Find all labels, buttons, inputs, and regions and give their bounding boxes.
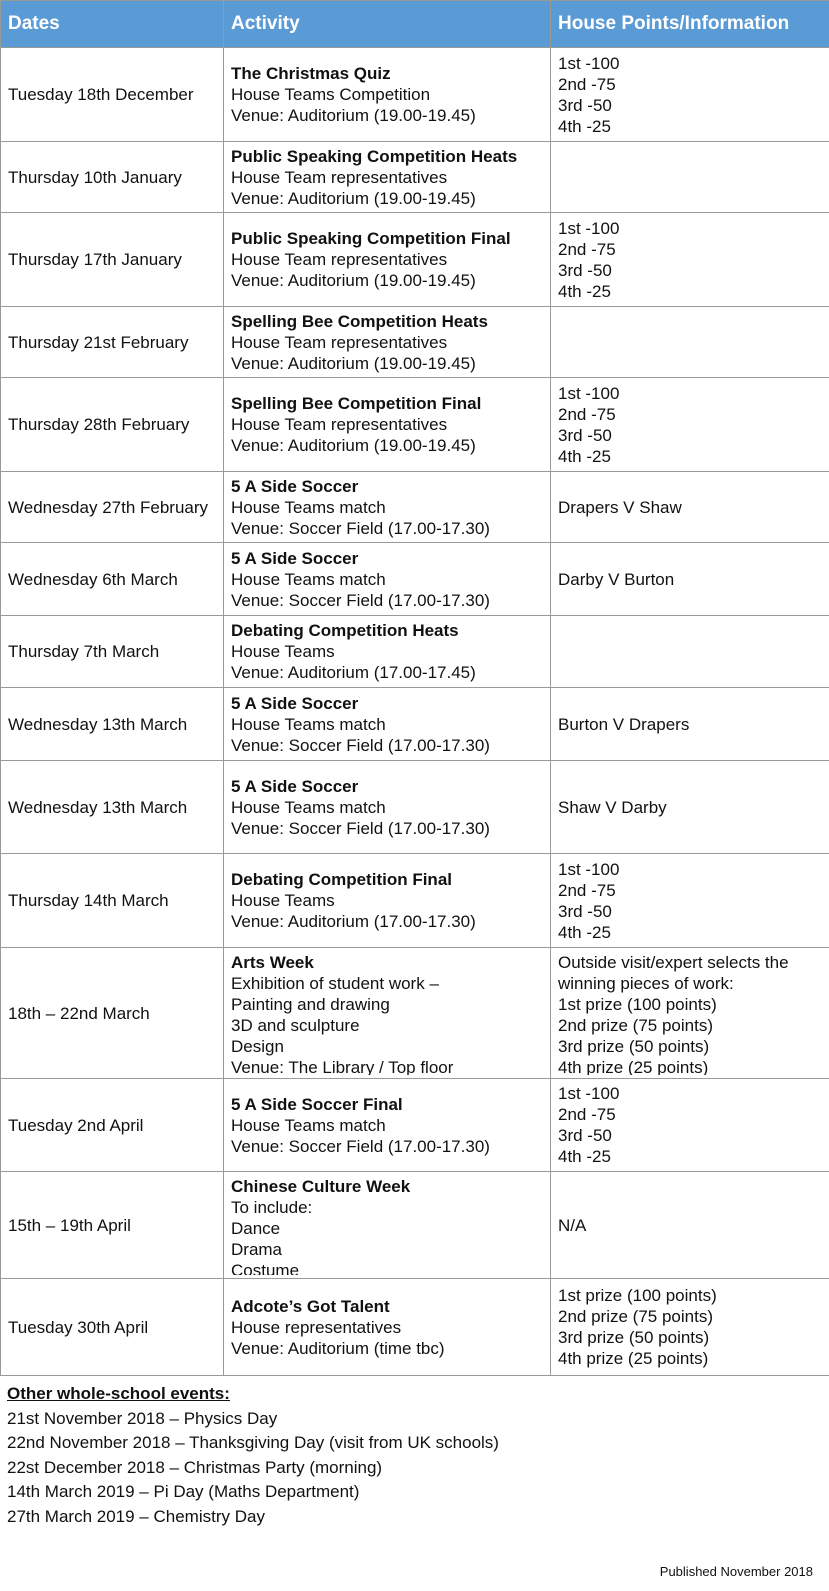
points-cell <box>551 543 829 616</box>
points-line: 1st -100 <box>558 383 620 403</box>
points-cell <box>551 1279 829 1376</box>
date-cell: Tuesday 18th December <box>1 48 224 142</box>
points-line: 3rd prize (50 points) <box>558 1328 710 1347</box>
points-line: Shaw V Darby <box>558 797 667 817</box>
activity-cell <box>224 48 551 142</box>
points-line: 2nd -75 <box>558 74 616 94</box>
activity-line: Venue: Auditorium (19.00-19.45) <box>231 106 476 125</box>
activity-line: Venue: The Library / Top floor <box>231 1057 454 1075</box>
activity-title: Public Speaking Competition Final <box>231 229 511 248</box>
activity-line: House Team representatives <box>231 332 448 352</box>
date-cell: Thursday 28th February <box>1 378 224 472</box>
points-line: 4th prize (25 points) <box>558 1057 709 1075</box>
table-row <box>1 472 829 543</box>
activity-line: Venue: Auditorium (time tbc) <box>231 1338 445 1358</box>
activity-title: 5 A Side Soccer <box>231 693 359 713</box>
activity-line: Venue: Auditorium (19.00-19.45) <box>231 188 476 208</box>
points-cell <box>551 854 829 948</box>
activity-cell <box>224 213 551 307</box>
table-row <box>1 854 829 948</box>
other-events <box>0 1376 829 1529</box>
activity-line: House Teams match <box>231 497 386 517</box>
activity-line: Dance <box>231 1218 281 1238</box>
header-activity: Activity <box>224 1 551 48</box>
table-row <box>1 1079 829 1172</box>
points-cell <box>551 472 829 543</box>
points-line: 2nd prize (75 points) <box>558 1307 713 1326</box>
activity-cell <box>224 616 551 688</box>
published-note: Published November 2018 <box>659 1564 813 1579</box>
points-line: 1st -100 <box>558 53 620 73</box>
activity-title: 5 A Side Soccer <box>231 476 359 496</box>
activity-line: House Teams match <box>231 797 386 817</box>
activity-line: House Teams Competition <box>231 85 431 104</box>
points-line: 1st -100 <box>558 859 620 879</box>
activity-title: Adcote’s Got Talent <box>231 1296 390 1316</box>
activity-line: Venue: Soccer Field (17.00-17.30) <box>231 1136 490 1156</box>
other-event-item: 22st December 2018 – Christmas Party (morning) <box>7 1457 383 1477</box>
activity-line: Venue: Soccer Field (17.00-17.30) <box>231 518 490 538</box>
activity-title: Spelling Bee Competition Final <box>231 394 482 413</box>
points-line: 3rd -50 <box>558 95 612 115</box>
date-cell: 18th – 22nd March <box>1 948 224 1079</box>
activity-line: Drama <box>231 1239 283 1259</box>
header-dates: Dates <box>1 1 224 48</box>
activity-cell <box>224 142 551 213</box>
points-line: 1st prize (100 points) <box>558 1286 717 1305</box>
points-line: 1st -100 <box>558 218 620 238</box>
table-row <box>1 213 829 307</box>
other-events-title: Other whole-school events: <box>7 1384 230 1403</box>
header-row <box>1 1 829 48</box>
activity-cell <box>224 688 551 761</box>
date-cell: Thursday 7th March <box>1 616 224 688</box>
points-cell <box>551 213 829 307</box>
date-cell: Tuesday 2nd April <box>1 1079 224 1172</box>
activity-line: Costume <box>231 1260 300 1275</box>
activity-title: Arts Week <box>231 952 314 972</box>
points-line: Darby V Burton <box>558 569 675 589</box>
points-line: 4th -25 <box>558 116 611 136</box>
activity-title: Spelling Bee Competition Heats <box>231 311 488 331</box>
activity-title: Debating Competition Final <box>231 870 452 889</box>
other-event-item: 22nd November 2018 – Thanksgiving Day (visit from UK schools) <box>7 1433 499 1452</box>
date-cell: Thursday 17th January <box>1 213 224 307</box>
activity-line: To include: <box>231 1197 313 1217</box>
date-cell: Wednesday 27th February <box>1 472 224 543</box>
activity-title: Public Speaking Competition Heats <box>231 146 518 166</box>
points-cell <box>551 616 829 688</box>
table-row <box>1 1279 829 1376</box>
table-row <box>1 948 829 1079</box>
activity-line: Painting and drawing <box>231 994 390 1014</box>
points-cell <box>551 378 829 472</box>
points-line: 3rd -50 <box>558 260 612 280</box>
points-cell <box>551 761 829 854</box>
points-line: 2nd -75 <box>558 404 616 424</box>
activity-title: 5 A Side Soccer Final <box>231 1094 403 1114</box>
table-row <box>1 688 829 761</box>
activity-title: Debating Competition Heats <box>231 621 459 640</box>
activity-line: Design <box>231 1036 284 1056</box>
points-line: 4th -25 <box>558 446 611 466</box>
table-row <box>1 48 829 142</box>
table-row <box>1 1172 829 1279</box>
points-line: 1st -100 <box>558 1084 620 1103</box>
activity-cell <box>224 1079 551 1172</box>
activity-line: House Teams match <box>231 569 386 589</box>
date-cell: Thursday 14th March <box>1 854 224 948</box>
points-cell <box>551 1079 829 1172</box>
points-line: N/A <box>558 1215 587 1235</box>
points-line: 4th prize (25 points) <box>558 1349 709 1368</box>
activity-title: Chinese Culture Week <box>231 1176 411 1196</box>
table-row <box>1 378 829 472</box>
points-line: Burton V Drapers <box>558 714 690 734</box>
points-line: 4th -25 <box>558 281 611 301</box>
table-row <box>1 616 829 688</box>
activity-line: Exhibition of student work – <box>231 973 439 993</box>
activity-cell <box>224 543 551 616</box>
activity-cell <box>224 1279 551 1376</box>
table-row <box>1 307 829 378</box>
points-cell <box>551 948 829 1079</box>
date-cell: Wednesday 13th March <box>1 688 224 761</box>
points-line: 3rd -50 <box>558 1126 612 1145</box>
activity-line: House Teams <box>231 642 335 661</box>
points-line: 3rd -50 <box>558 425 612 445</box>
other-event-item: 14th March 2019 – Pi Day (Maths Department) <box>7 1482 360 1501</box>
points-line: 1st prize (100 points) <box>558 994 717 1014</box>
activity-cell <box>224 307 551 378</box>
activity-title: 5 A Side Soccer <box>231 776 359 796</box>
activity-cell <box>224 472 551 543</box>
other-event-item: 21st November 2018 – Physics Day <box>7 1408 278 1428</box>
activity-line: Venue: Auditorium (19.00-19.45) <box>231 436 476 455</box>
points-line: 4th -25 <box>558 1147 611 1166</box>
activity-line: Venue: Auditorium (17.00-17.30) <box>231 912 476 931</box>
activity-cell <box>224 854 551 948</box>
activity-cell <box>224 1172 551 1279</box>
date-cell: 15th – 19th April <box>1 1172 224 1279</box>
date-cell: Wednesday 6th March <box>1 543 224 616</box>
activity-line: Venue: Soccer Field (17.00-17.30) <box>231 735 490 755</box>
points-line: 2nd -75 <box>558 1105 616 1124</box>
points-line: Drapers V Shaw <box>558 497 682 517</box>
activity-title: The Christmas Quiz <box>231 64 391 83</box>
activity-line: House representatives <box>231 1317 402 1337</box>
activity-cell <box>224 761 551 854</box>
activity-line: Venue: Auditorium (17.00-17.45) <box>231 663 476 682</box>
points-line: 3rd prize (50 points) <box>558 1036 710 1056</box>
points-line: 2nd -75 <box>558 880 616 900</box>
points-cell <box>551 142 829 213</box>
activity-line: Venue: Auditorium (19.00-19.45) <box>231 353 476 373</box>
points-line: 2nd prize (75 points) <box>558 1015 713 1035</box>
points-cell <box>551 48 829 142</box>
points-cell <box>551 1172 829 1279</box>
activity-line: Venue: Auditorium (19.00-19.45) <box>231 271 476 290</box>
points-cell <box>551 307 829 378</box>
activity-line: Venue: Soccer Field (17.00-17.30) <box>231 818 490 838</box>
date-cell: Tuesday 30th April <box>1 1279 224 1376</box>
activity-line: Venue: Soccer Field (17.00-17.30) <box>231 590 490 610</box>
table-row <box>1 142 829 213</box>
points-line: winning pieces of work: <box>558 973 734 993</box>
activity-title: 5 A Side Soccer <box>231 548 359 568</box>
activity-line: 3D and sculpture <box>231 1015 360 1035</box>
date-cell: Thursday 10th January <box>1 142 224 213</box>
activity-cell <box>224 378 551 472</box>
points-line: 4th -25 <box>558 922 611 942</box>
date-cell: Wednesday 13th March <box>1 761 224 854</box>
date-cell: Thursday 21st February <box>1 307 224 378</box>
activity-line: House Teams match <box>231 1115 386 1135</box>
activity-cell <box>224 948 551 1079</box>
activity-line: House Teams match <box>231 714 386 734</box>
activity-line: House Teams <box>231 891 335 910</box>
activity-line: House Team representatives <box>231 415 448 434</box>
header-points: House Points/Information <box>551 1 829 48</box>
table-row <box>1 543 829 616</box>
activity-line: House Team representatives <box>231 167 448 187</box>
points-cell <box>551 688 829 761</box>
points-line: Outside visit/expert selects the <box>558 952 789 972</box>
activity-line: House Team representatives <box>231 250 448 269</box>
other-event-item: 27th March 2019 – Chemistry Day <box>7 1506 265 1526</box>
points-line: 2nd -75 <box>558 239 616 259</box>
points-line: 3rd -50 <box>558 901 612 921</box>
table-row <box>1 761 829 854</box>
